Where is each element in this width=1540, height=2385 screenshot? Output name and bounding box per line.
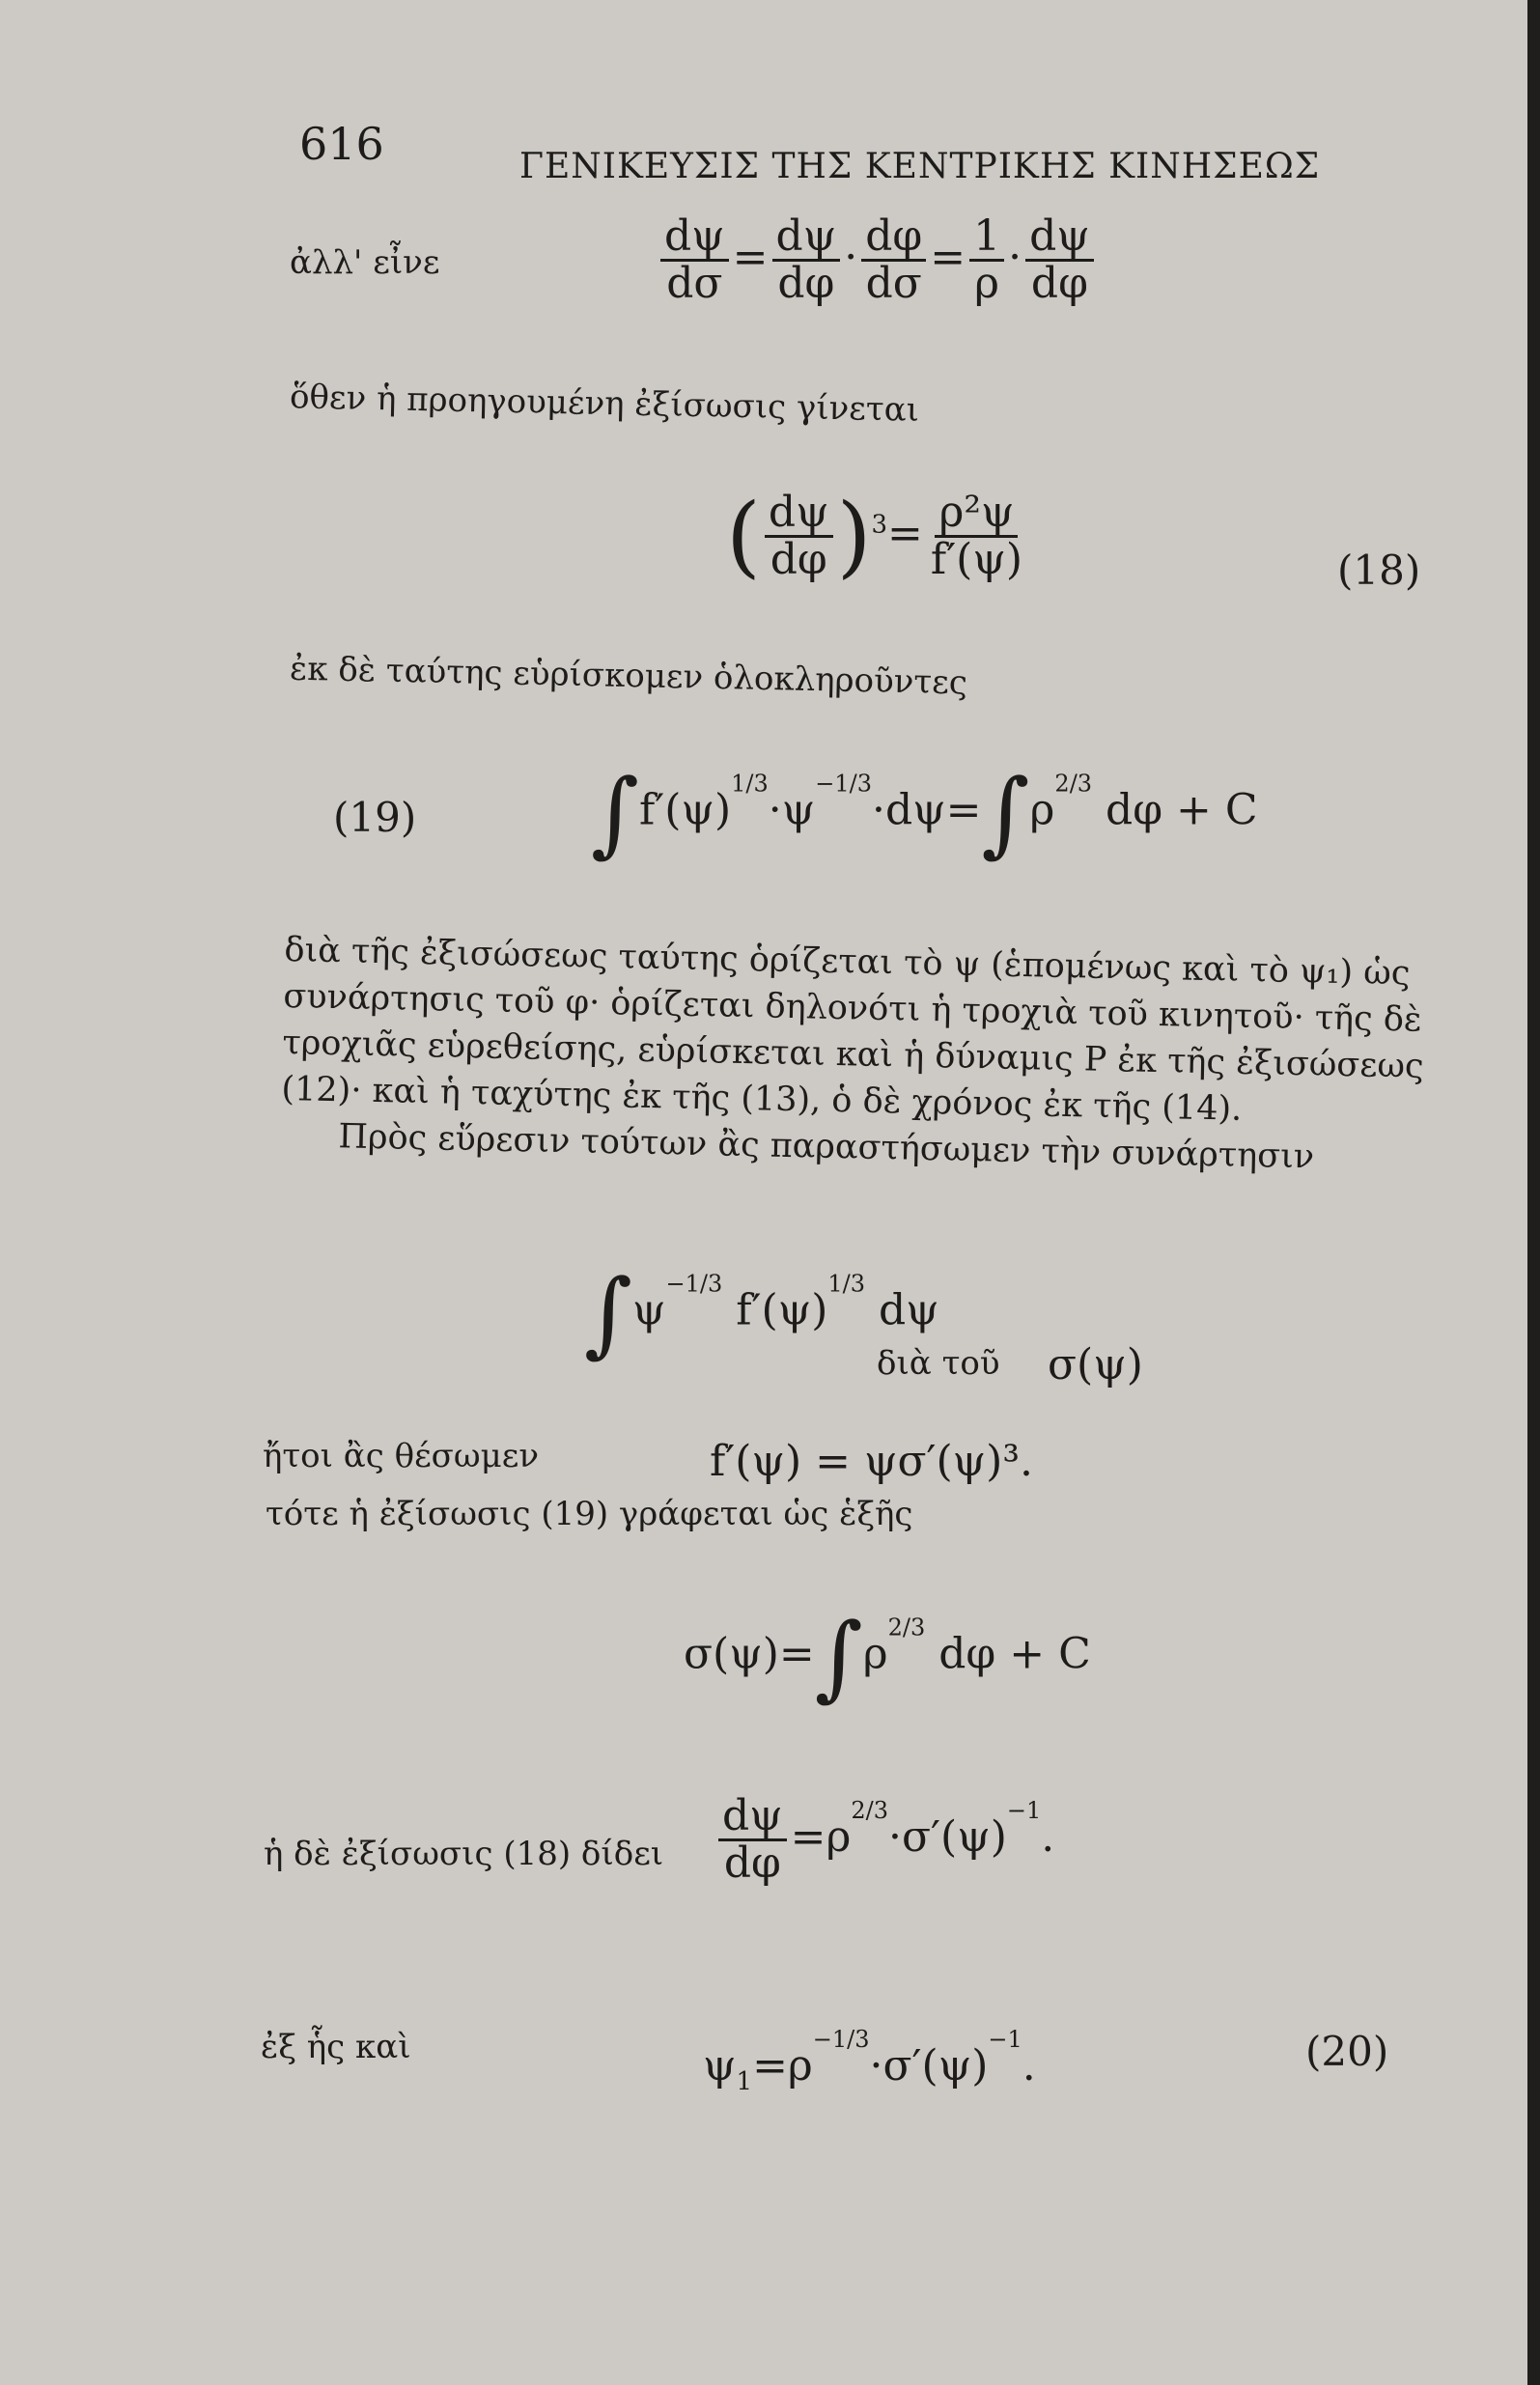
equation-number-18: (18)	[1337, 547, 1421, 594]
text-line-hothen: ὅθεν ἡ προηγουμένη ἐξίσωσις γίνεται	[289, 378, 920, 430]
equation-sigma: $\sigma(\psi)=\int\rho^{2/3}$ dφ + C	[684, 1603, 1091, 1711]
text-ex-hs: ἐξ ἧς καὶ	[261, 2028, 411, 2066]
page-number: 616	[299, 118, 384, 170]
equation-18: ( $\frac{d\psi}{d\varphi}$ )$^3$= $\frac{\text{ρ²ψ}}{f'(\psi)}$	[726, 484, 1023, 588]
equation-number-20: (20)	[1305, 2028, 1389, 2075]
text-h-de: ἡ δὲ ἐξίσωσις (18) δίδει	[264, 1835, 664, 1873]
text-sigma-psi: σ(ψ)	[1048, 1340, 1143, 1389]
paragraph-orbit-text: διὰ τῆς ἐξισώσεως ταύτης ὁρίζεται τὸ ψ (ἑπομένως καὶ τὸ ψ₁) ὡς συνάρτησις τοῦ φ· ὁρίζεται δηλονότι ἡ τροχιὰ τοῦ κινητοῦ· τῆς δὲ τροχιᾶς εὑρεθείσης, εὑρίσκεται καὶ ἡ δύναμις P ἐκ τῆς ἐξισώσεως (12)· καὶ ἡ ταχύτης ἐκ τῆς (13), ὁ δὲ χρόνος ἐκ τῆς (14).	[281, 930, 1424, 1129]
text-tote: τότε ἡ ἐξίσωσις (19) γράφεται ὡς ἑξῆς	[266, 1495, 913, 1533]
equation-19: $\int f'(\psi)^{1/3}\cdot\psi^{-1/3}\cdot d\psi=\int\rho^{2/3}$ dφ + C	[591, 759, 1258, 867]
equation-integral-expression: $\int\psi^{-1/3}$ $f'(\psi)^{1/3}$ dψ	[584, 1259, 939, 1367]
page-edge-shadow	[1527, 0, 1540, 2385]
equation-20: $\psi_1=\rho^{-1/3}\cdot\sigma'(\psi)^{-1}$.	[703, 2026, 1036, 2096]
equation-definition: f′(ψ) = ψσ′(ψ)³.	[710, 1437, 1033, 1486]
equation-dpsi-dphi: $\frac{d\psi}{d\varphi}$ $=\rho^{2/3}\cdot\sigma'(\psi)^{-1}$.	[714, 1794, 1054, 1886]
text-dia-tou: διὰ τοῦ	[877, 1344, 1000, 1383]
equation-chain-rule: $\frac{d\psi}{d\sigma}$ = $\frac{d\psi}{d\varphi}$ · $\frac{d\varphi}{d\sigma}$ = $\frac{1}{\rho}$ · $\frac{d\psi}{d\varphi}$	[657, 214, 1098, 306]
paragraph-pros-euresin: Πρὸς εὕρεσιν τούτων ἂς παραστήσωμεν τὴν συνάρτησιν	[338, 1117, 1315, 1177]
equation-number-19: (19)	[333, 794, 417, 841]
text-htoi: ἤτοι ἂς θέσωμεν	[263, 1437, 539, 1475]
text-line-ek-de: ἐκ δὲ ταύτης εὑρίσκομεν ὁλοκληροῦντες	[289, 649, 968, 703]
running-title: ΓΕΝΙΚΕΥΣΙΣ ΤΗΣ ΚΕΝΤΡΙΚΗΣ ΚΙΝΗΣΕΩΣ	[519, 147, 1321, 186]
paragraph-orbit	[280, 927, 1434, 1183]
text-line-alla-eine: ἀλλ' εἶνε	[290, 243, 440, 282]
